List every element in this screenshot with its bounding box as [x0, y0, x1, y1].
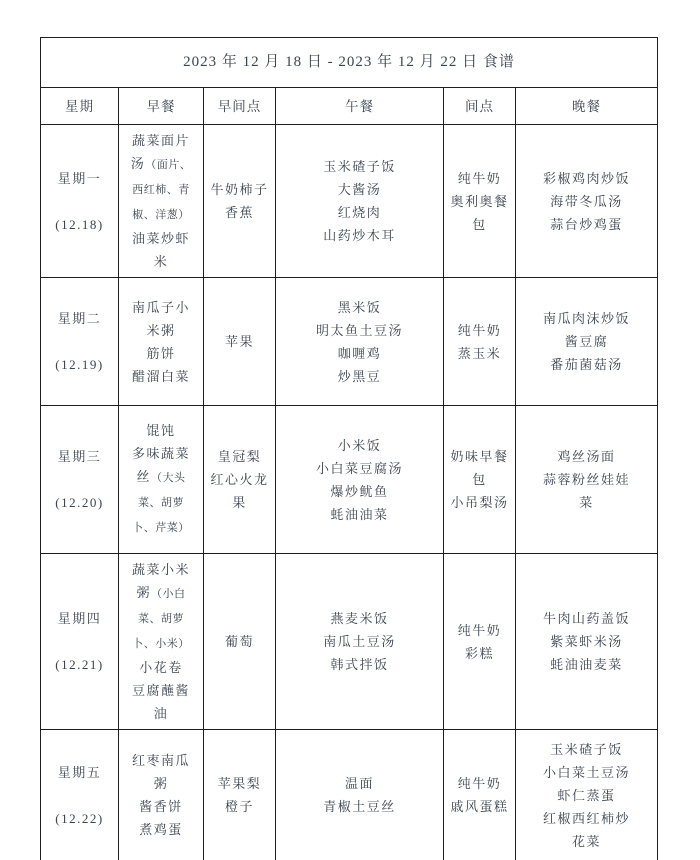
- dish-line: [540, 607, 633, 630]
- dish-text: 红心火龙果: [210, 472, 269, 510]
- lunch-cell: [276, 278, 444, 406]
- day-label: 星期三: [57, 449, 102, 464]
- breakfast-cell: [119, 278, 204, 406]
- dish-text: 小米饭: [337, 437, 382, 453]
- dish-line: [130, 296, 192, 342]
- day-cell: [41, 406, 119, 554]
- dish-line: [540, 213, 633, 236]
- dish-text: 油菜炒虾米: [131, 231, 190, 269]
- day-label: 星期一: [57, 170, 102, 186]
- dish-line: [130, 227, 192, 273]
- day-label: 星期五: [57, 764, 102, 780]
- dish-text: 橙子: [224, 799, 254, 814]
- dish-line: [130, 818, 192, 841]
- dish-text: 纯牛奶: [457, 776, 502, 791]
- dish-text: 蒸玉米: [457, 345, 502, 361]
- dish-line: [449, 445, 510, 491]
- menu-row-wednesday: [41, 406, 658, 554]
- dish-line: [130, 749, 192, 795]
- dish-text: 鸡丝汤面: [557, 449, 616, 464]
- day-label: 星期二: [57, 311, 102, 326]
- dish-line: [209, 630, 270, 653]
- dish-line: [449, 619, 510, 642]
- dish-text: 温面: [344, 776, 374, 791]
- dish-line: [130, 656, 192, 679]
- dish-text: 蚝油油麦菜: [550, 657, 623, 672]
- dish-line: [130, 365, 192, 388]
- dish-text: 牛奶柿子香蕉: [210, 182, 269, 220]
- dish-text: 馄饨: [146, 423, 176, 438]
- day-cell: [41, 278, 119, 406]
- header-breakfast: 早餐: [119, 88, 204, 125]
- afternoon-snack-cell: [444, 406, 516, 554]
- dish-line: [449, 319, 510, 342]
- dish-line: [540, 330, 633, 353]
- dish-line: [130, 342, 192, 365]
- page-title: 2023 年 12 月 18 日 - 2023 年 12 月 22 日 食谱: [41, 38, 658, 88]
- dish-line: [292, 296, 427, 319]
- dish-line: [292, 653, 427, 676]
- dish-text: 奥利奥餐包: [450, 193, 509, 232]
- dish-ingredients: （小白菜、胡萝卜、小米）: [132, 588, 190, 650]
- dish-line: [540, 784, 633, 807]
- dish-text: 煮鸡蛋: [139, 822, 183, 837]
- dish-text: 玉米碴子饭: [550, 741, 623, 757]
- lunch-cell: [276, 730, 444, 860]
- day-cell: [41, 125, 119, 278]
- dish-text: 多味蔬菜丝: [131, 446, 190, 484]
- dish-line: [449, 491, 510, 514]
- morning-snack-cell: [204, 554, 276, 730]
- dish-line: [209, 795, 270, 818]
- dish-line: [540, 307, 633, 330]
- dish-text: 筋饼: [146, 345, 176, 361]
- menu-row-thursday: [41, 554, 658, 730]
- header-snack: 间点: [444, 88, 516, 125]
- dinner-cell: [516, 278, 658, 406]
- date-label: (12.18): [55, 216, 104, 232]
- afternoon-snack-cell: [444, 125, 516, 278]
- dish-line: [292, 319, 427, 342]
- dish-line: [540, 761, 633, 784]
- dish-text: 红枣南瓜粥: [131, 753, 190, 791]
- dish-line: [540, 653, 633, 676]
- morning-snack-cell: [204, 406, 276, 554]
- day-label: 星期四: [57, 611, 102, 626]
- menu-row-tuesday: [41, 278, 658, 406]
- dish-ingredients: （大头菜、胡萝卜、芹菜）: [132, 472, 190, 534]
- dinner-cell: [516, 406, 658, 554]
- menu-table: [40, 37, 658, 860]
- dish-text: 纯牛奶: [457, 622, 502, 638]
- dish-text: 牛肉山药盖饭: [543, 611, 631, 626]
- lunch-cell: [276, 554, 444, 730]
- dinner-cell: [516, 730, 658, 860]
- dish-line: [292, 503, 427, 526]
- dish-line: [449, 167, 510, 190]
- dish-text: 南瓜土豆汤: [323, 634, 396, 649]
- morning-snack-cell: [204, 125, 276, 278]
- afternoon-snack-cell: [444, 554, 516, 730]
- dish-text: 燕麦米饭: [330, 611, 389, 626]
- dish-text: 红烧肉: [337, 205, 382, 220]
- dish-text: 小白菜土豆汤: [543, 764, 631, 780]
- dish-text: 番茄菌菇汤: [550, 357, 623, 372]
- menu-row-friday: [41, 730, 658, 860]
- day-cell: [41, 730, 119, 860]
- dish-line: [130, 679, 192, 725]
- header-dinner: 晚餐: [516, 88, 658, 125]
- dish-text: 蚝油油菜: [330, 506, 389, 522]
- dish-text: 醋溜白菜: [131, 368, 190, 384]
- dish-text: 蔬菜小米粥: [131, 562, 190, 600]
- dish-line: [449, 342, 510, 365]
- dish-text: 南瓜肉沫炒饭: [543, 311, 631, 326]
- dish-line: [209, 772, 270, 795]
- dish-line: [540, 738, 633, 761]
- header-morning-snack: 早间点: [204, 88, 276, 125]
- dish-line: [209, 178, 270, 224]
- date-label: (12.21): [55, 657, 104, 672]
- dish-ingredients: （面片、西红柿、青椒、洋葱）: [132, 159, 192, 221]
- dish-line: [449, 772, 510, 795]
- header-weekday: 星期: [41, 88, 119, 125]
- dinner-cell: [516, 554, 658, 730]
- dish-text: 明太鱼土豆汤: [315, 322, 403, 338]
- dish-line: [540, 445, 633, 468]
- dish-text: 炒黑豆: [337, 368, 382, 384]
- dish-text: 小白菜豆腐汤: [315, 460, 403, 476]
- lunch-cell: [276, 125, 444, 278]
- dish-text: 黑米饭: [337, 299, 382, 315]
- dish-text: 蔬菜面片汤: [130, 133, 190, 171]
- dish-line: [292, 201, 427, 224]
- dish-line: [540, 468, 633, 514]
- dish-text: 苹果: [224, 334, 254, 349]
- morning-snack-cell: [204, 730, 276, 860]
- menu-row-monday: [41, 125, 658, 278]
- dish-line: [130, 419, 192, 442]
- dish-line: [130, 442, 192, 540]
- date-label: (12.19): [55, 357, 104, 372]
- dish-line: [540, 630, 633, 653]
- dish-text: 小花卷: [139, 660, 183, 675]
- dish-line: [540, 167, 633, 190]
- dish-line: [292, 630, 427, 653]
- dish-line: [292, 607, 427, 630]
- dish-text: 葡萄: [224, 634, 254, 649]
- dish-text: 豆腐蘸酱油: [131, 683, 190, 721]
- dish-line: [292, 772, 427, 795]
- morning-snack-cell: [204, 278, 276, 406]
- dish-text: 皇冠梨: [217, 449, 262, 464]
- dish-text: 蒜蓉粉丝娃娃菜: [543, 472, 631, 510]
- dish-line: [209, 445, 270, 468]
- dish-text: 酱豆腐: [564, 334, 609, 349]
- dish-text: 彩椒鸡肉炒饭: [543, 170, 631, 186]
- dish-line: [130, 129, 192, 227]
- dish-text: 纯牛奶: [457, 322, 502, 338]
- breakfast-cell: [119, 125, 204, 278]
- dish-text: 韩式拌饭: [330, 657, 389, 672]
- dish-line: [209, 330, 270, 353]
- day-cell: [41, 554, 119, 730]
- dish-line: [540, 807, 633, 853]
- dish-text: 小吊梨汤: [450, 495, 509, 510]
- afternoon-snack-cell: [444, 278, 516, 406]
- breakfast-cell: [119, 554, 204, 730]
- dish-text: 纯牛奶: [457, 170, 502, 186]
- dish-line: [292, 342, 427, 365]
- dish-text: 南瓜子小米粥: [131, 299, 190, 338]
- dinner-cell: [516, 125, 658, 278]
- dish-line: [540, 353, 633, 376]
- dish-text: 海带冬瓜汤: [550, 193, 623, 209]
- dish-line: [449, 190, 510, 236]
- dish-text: 蒜台炒鸡蛋: [550, 216, 623, 232]
- dish-text: 爆炒鱿鱼: [330, 483, 389, 499]
- dish-line: [292, 178, 427, 201]
- dish-line: [292, 480, 427, 503]
- dish-line: [130, 795, 192, 818]
- dish-line: [292, 224, 427, 247]
- dish-line: [449, 795, 510, 818]
- date-label: (12.20): [55, 495, 104, 510]
- dish-text: 咖喱鸡: [337, 345, 382, 361]
- title-row: [41, 38, 658, 88]
- dish-line: [209, 468, 270, 514]
- date-label: (12.22): [55, 810, 104, 826]
- dish-text: 玉米碴子饭: [323, 159, 396, 174]
- dish-text: 奶味早餐包: [450, 449, 509, 487]
- dish-line: [292, 457, 427, 480]
- dish-line: [292, 155, 427, 178]
- dish-text: 山药炒木耳: [323, 228, 396, 243]
- dish-text: 苹果梨: [217, 776, 262, 791]
- dish-text: 彩糕: [464, 645, 494, 661]
- lunch-cell: [276, 406, 444, 554]
- dish-line: [130, 558, 192, 656]
- dish-text: 戚风蛋糕: [450, 799, 509, 814]
- dish-line: [292, 795, 427, 818]
- header-lunch: 午餐: [276, 88, 444, 125]
- dish-text: 红椒西红柿炒花菜: [543, 810, 631, 849]
- dish-text: 虾仁蒸蛋: [557, 787, 616, 803]
- dish-text: 青椒土豆丝: [323, 799, 396, 814]
- column-header-row: [41, 88, 658, 125]
- dish-line: [540, 190, 633, 213]
- breakfast-cell: [119, 406, 204, 554]
- dish-text: 酱香饼: [139, 799, 183, 814]
- dish-line: [449, 642, 510, 665]
- dish-text: 大酱汤: [337, 182, 382, 197]
- afternoon-snack-cell: [444, 730, 516, 860]
- dish-line: [292, 365, 427, 388]
- dish-text: 紫菜虾米汤: [550, 634, 623, 649]
- dish-line: [292, 434, 427, 457]
- breakfast-cell: [119, 730, 204, 860]
